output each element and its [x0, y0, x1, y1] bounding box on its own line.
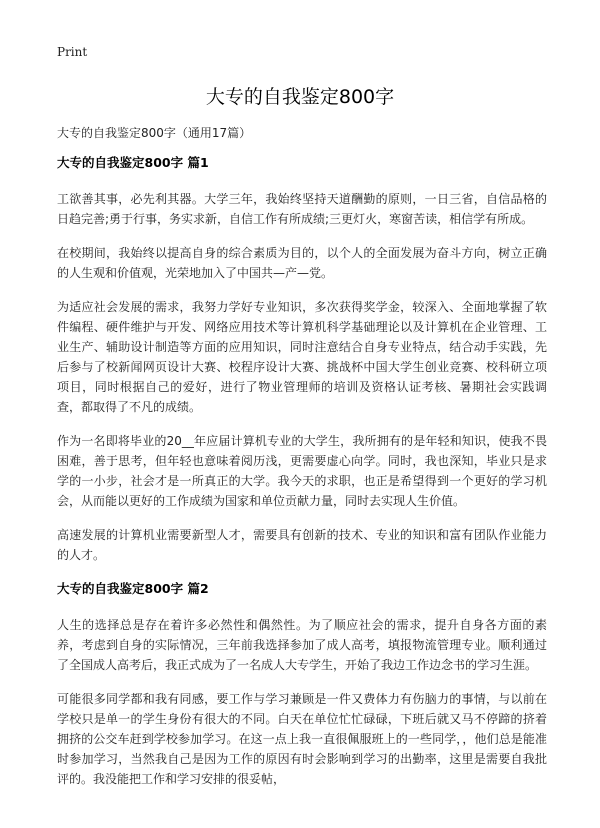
print-link[interactable]: Print [57, 45, 88, 59]
paragraph: 人生的选择总是存在着许多必然性和偶然性。为了顺应社会的需求，提升自身各方面的素养，考虑到自身的实际情况，三年前我选择参加了成人高考，填报物流管理专业。顺利通过了全国成人高考后，我正式成为了一名成人大专学生，开始了我边工作边念书的学习生涯。 [57, 618, 547, 672]
paragraph: 高速发展的计算机业需要新型人才，需要具有创新的技术、专业的知识和富有团队作业能力的人才。 [57, 528, 547, 562]
section-2 [57, 579, 547, 789]
document-subtitle: 大专的自我鉴定800字（通用17篇） [57, 126, 252, 140]
document-body [57, 151, 547, 803]
paragraph: 工欲善其事，必先利其器。大学三年，我始终坚持天道酬勤的原则，一日三省，自信品格的日趋完善;勇于行事，务实求新，自信工作有所成绩;三更灯火，寒窗苦读，相信学有所成。 [57, 192, 547, 226]
paragraph: 在校期间，我始终以提高自身的综合素质为目的，以个人的全面发展为奋斗方向，树立正确的人生观和价值观，光荣地加入了中国共—产—党。 [57, 246, 547, 280]
section-heading: 大专的自我鉴定800字 篇1 [57, 155, 209, 170]
section-1 [57, 153, 547, 565]
paragraph: 为适应社会发展的需求，我努力学好专业知识，多次获得奖学金，较深入、全面地掌握了软件编程、硬件维护与开发、网络应用技术等计算机科学基础理论以及计算机在企业管理、工业生产、辅助设计制造等方面的应用知识，同时注意结合自身专业特点，结合动手实践，先后参与了校新闻网页设计大赛、校程序设计大赛、挑战杯中国大学生创业竞赛、校科研立项项目，同时根据自己的爱好，进行了物业管理师的培训及资格认证考核、暑期社会实践调查，都取得了不凡的成绩。 [57, 300, 547, 414]
paragraph: 可能很多同学都和我有同感，要工作与学习兼顾是一件又费体力有伤脑力的事情，与以前在学校只是单一的学生身份有很大的不同。白天在单位忙忙碌碌，下班后就又马不停蹄的挤着拥挤的公交车赶到学校参加学习。在这一点上我一直很佩服班上的一些同学，，他们总是能准时参加学习，当然我自己是因为工作的原因有时会影响到学习的出勤率，这里是需要自我批评的。我没能把工作和学习安排的很妥帖， [57, 692, 547, 786]
page-title: 大专的自我鉴定800字 [205, 86, 395, 108]
section-heading: 大专的自我鉴定800字 篇2 [57, 581, 209, 596]
paragraph: 作为一名即将毕业的20__年应届计算机专业的大学生，我所拥有的是年轻和知识，使我不畏困难，善于思考，但年轻也意味着阅历浅，更需要虚心向学。同时，我也深知，毕业只是求学的一小步，社会才是一所真正的大学。我今天的求职，也正是希望得到一个更好的学习机会，从而能以更好的工作成绩为国家和单位贡献力量，同时去实现人生价值。 [57, 434, 547, 508]
